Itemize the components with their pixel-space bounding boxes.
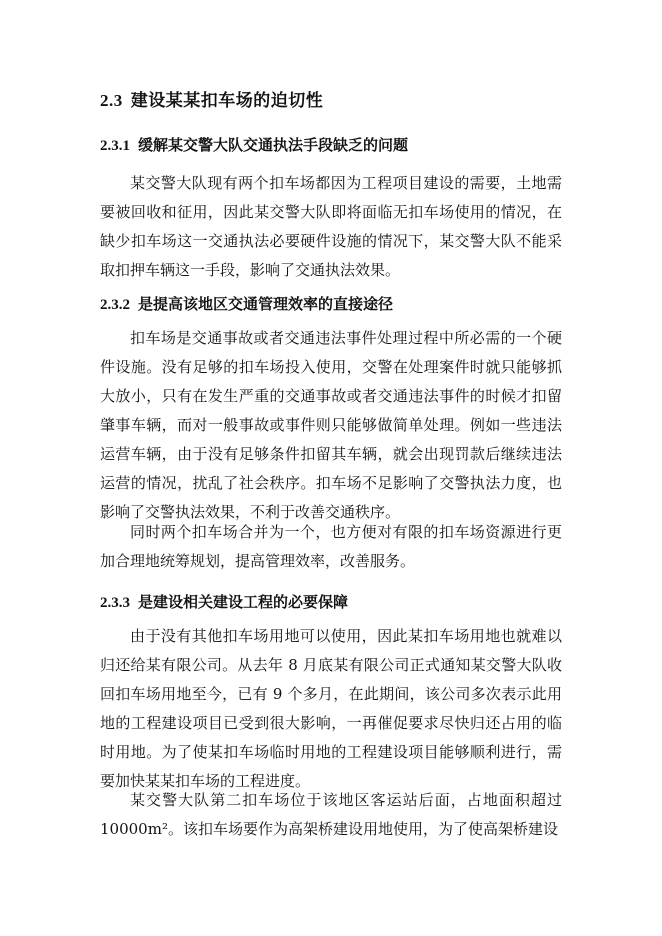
subsection-number: 2.3.1	[100, 138, 130, 154]
subsection-title: 缓解某交警大队交通执法手段缺乏的问题	[138, 136, 409, 154]
subsection-number: 2.3.2	[100, 297, 130, 313]
paragraph: 某交警大队现有两个扣车场都因为工程项目建设的需要，土地需要被回收和征用，因此某交警大队即将面临无扣车场使用的情况，在缺少扣车场这一交通执法必要硬件设施的情况下，某交警大队不能采取扣押车辆这一手段，影响了交通执法效果。	[100, 174, 562, 279]
subsection-heading-3	[100, 591, 348, 612]
section-heading	[100, 86, 323, 111]
subsection-title: 是建设相关建设工程的必要保障	[138, 593, 349, 611]
paragraph: 同时两个扣车场合并为一个，也方便对有限的扣车场资源进行更加合理地统筹规划，提高管理效率，改善服务。	[100, 523, 562, 570]
subsection-heading-2	[100, 293, 393, 314]
paragraph: 由于没有其他扣车场用地可以使用，因此某扣车场用地也就难以归还给某有限公司。从去年 8 月底某有限公司正式通知某交警大队收回扣车场用地至今，已有 9 个多月，在此期间，该公司多次表示此用地的工程建设项目已受到很大影响，一再催促要求尽快归还占用的临时用地。为了使某扣车场临时用地的工程建设项目能够顺利进行，需要加快某某扣车场的工程进度。	[100, 627, 562, 790]
subsection-title: 是提高该地区交通管理效率的直接途径	[138, 295, 394, 313]
paragraph: 扣车场是交通事故或者交通违法事件处理过程中所必需的一个硬件设施。没有足够的扣车场投入使用，交警在处理案件时就只能够抓大放小，只有在发生严重的交通事故或者交通违法事件的时候才扣留肇事车辆，而对一般事故或事件则只能够做简单处理。例如一些违法运营车辆，由于没有足够条件扣留其车辆，就会出现罚款后继续违法运营的情况，扰乱了社会秩序。扣车场不足影响了交警执法力度，也影响了交警执法效果，不利于改善交通秩序。	[100, 329, 562, 521]
subsection-heading-1	[100, 134, 408, 155]
paragraph: 某交警大队第二扣车场位于该地区客运站后面，占地面积超过 10000m²。该扣车场要作为高架桥建设用地使用，为了使高架桥建设	[100, 791, 562, 838]
section-number: 2.3	[100, 91, 123, 110]
section-title: 建设某某扣车场的迫切性	[130, 91, 324, 111]
subsection-number: 2.3.3	[100, 595, 130, 611]
